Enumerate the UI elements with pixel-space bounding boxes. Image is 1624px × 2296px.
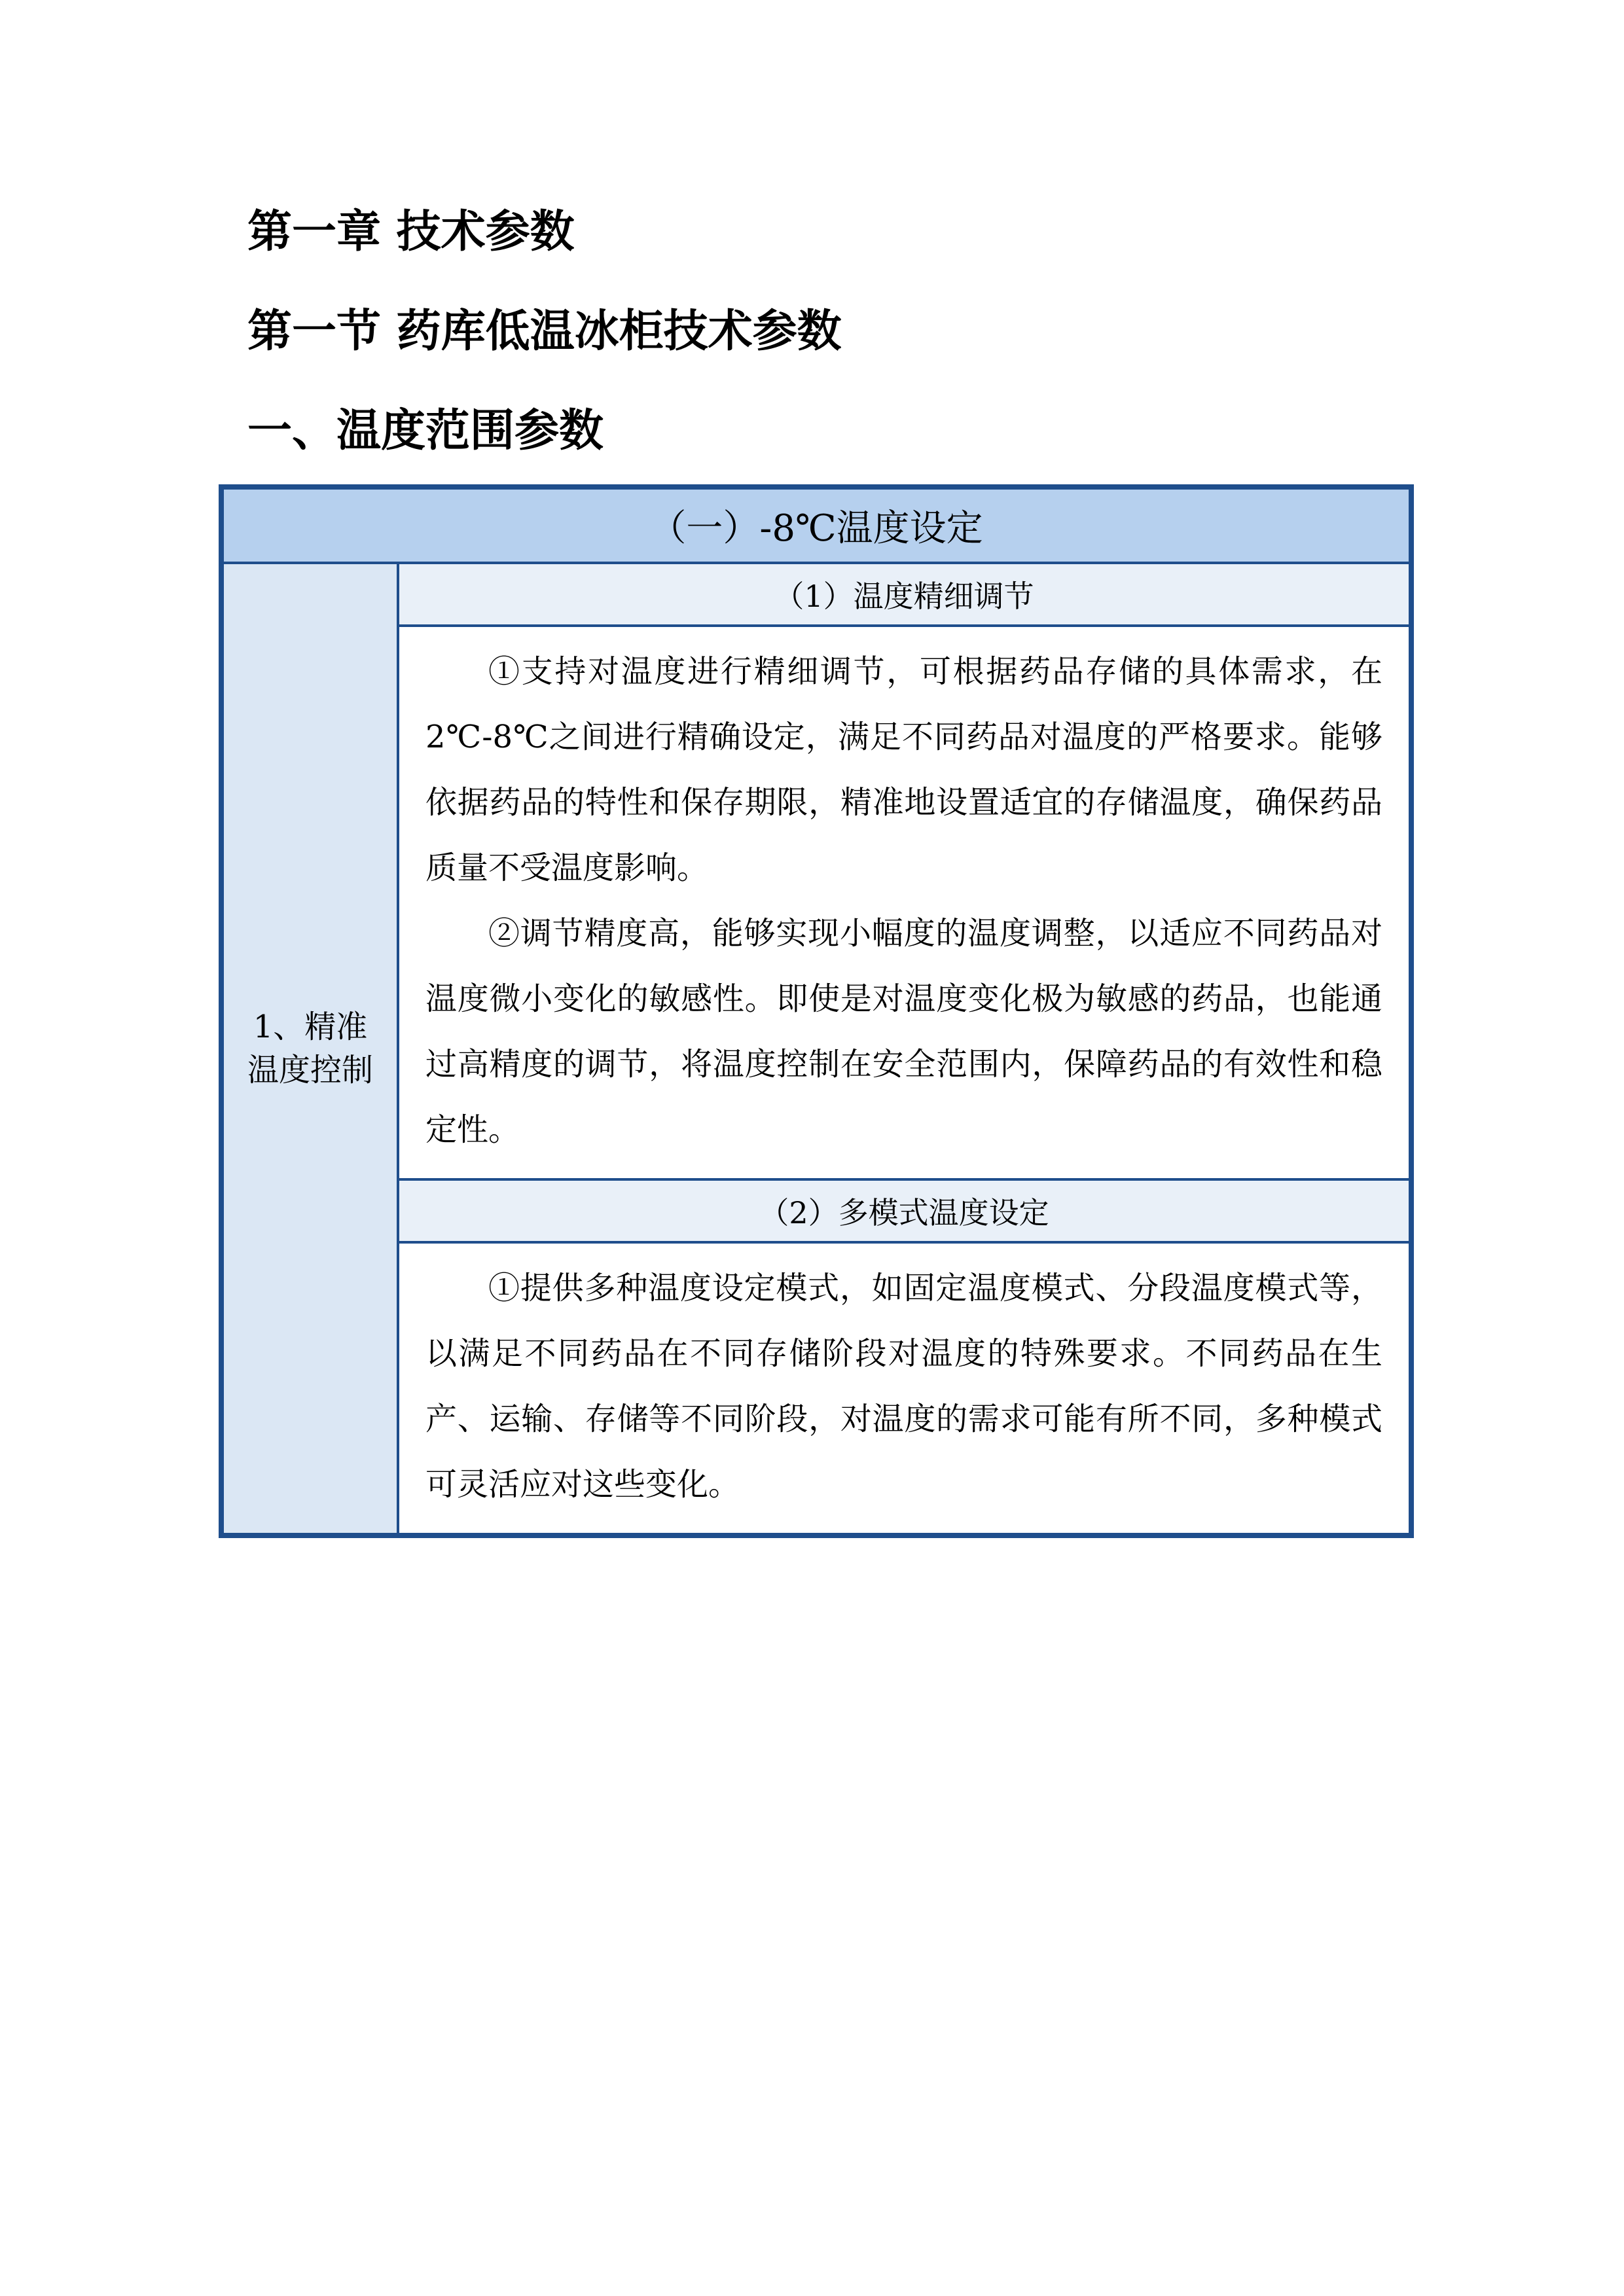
paragraph: ②调节精度高，能够实现小幅度的温度调整，以适应不同药品对温度微小变化的敏感性。即使是对温度变化极为敏感的药品，也能通过高精度的调节，将温度控制在安全范围内，保障药品的有效性和稳定性。 [425,915,1382,1148]
subsection-header-fine-adjust: （1）温度精细调节 [398,563,1411,626]
temperature-spec-table [219,484,1414,1538]
paragraph: ①提供多种温度设定模式，如固定温度模式、分段温度模式等，以满足不同药品在不同存储阶段对温度的特殊要求。不同药品在生产、运输、存储等不同阶段，对温度的需求可能有所不同，多种模式可灵活应对这些变化。 [425,1270,1382,1503]
subsection-title: 一、温度范围参数 [247,405,604,457]
table-row [221,626,1411,1179]
subsection-body-multi-mode [398,1242,1411,1535]
row-label-precise-control: 1、精准温度控制 [221,563,398,1535]
section-title: 第一节 药库低温冰柜技术参数 [247,306,842,357]
table-row [221,1242,1411,1535]
subsection-body-fine-adjust [398,626,1411,1179]
subsection-header-multi-mode: （2）多模式温度设定 [398,1179,1411,1242]
table-row [221,563,1411,626]
paragraph: ①支持对温度进行精细调节，可根据药品存储的具体需求，在2℃-8℃之间进行精确设定，满足不同药品对温度的严格要求。能够依据药品的特性和保存期限，精准地设置适宜的存储温度，确保药品质量不受温度影响。 [425,653,1382,886]
chapter-title: 第一章 技术参数 [247,206,575,258]
table-row [221,1179,1411,1242]
table-title: （一）-8℃温度设定 [221,487,1411,563]
table-title-row [221,487,1411,563]
